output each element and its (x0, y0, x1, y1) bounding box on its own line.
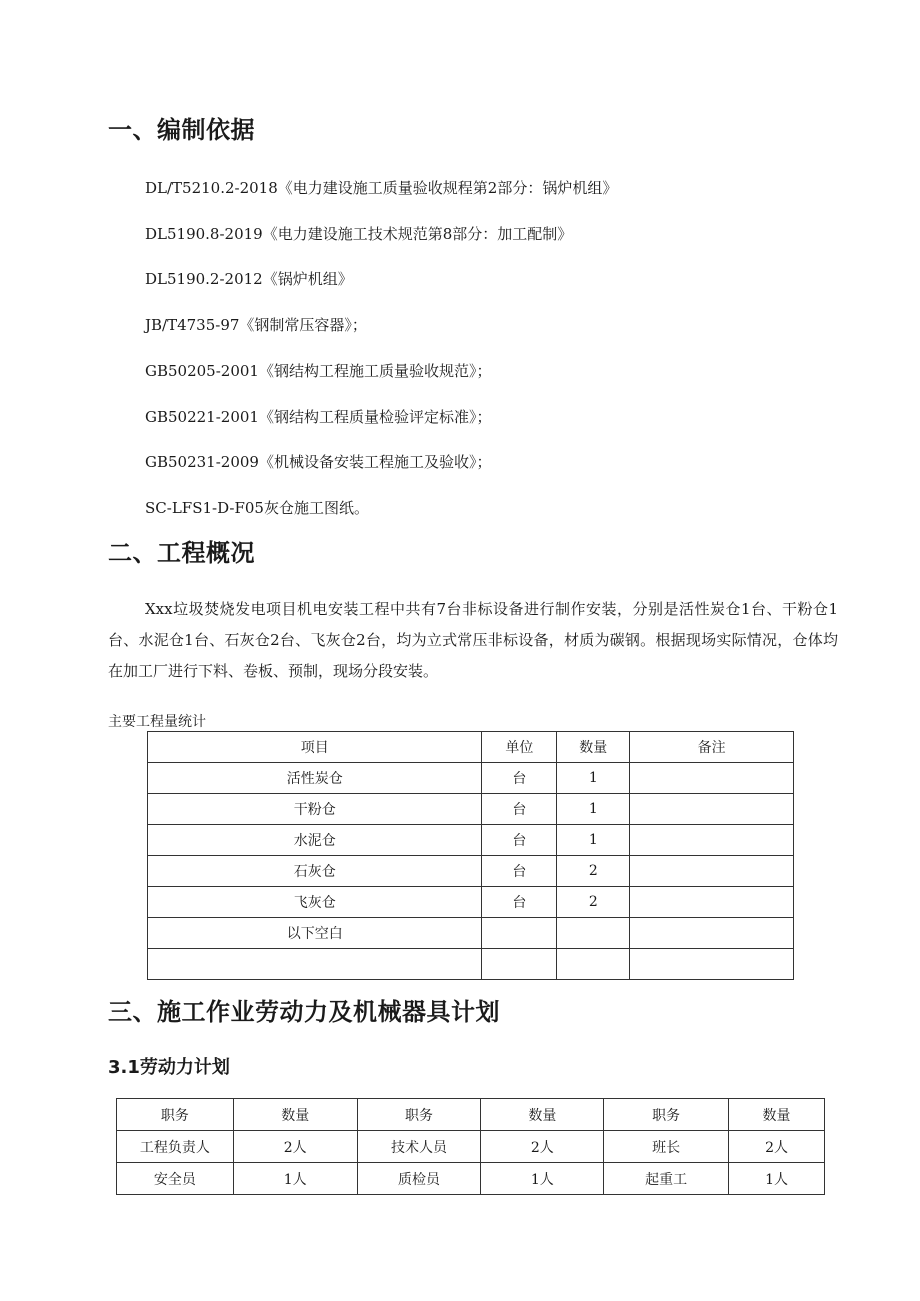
cell-quantity: 1 (557, 794, 630, 825)
labor-plan-table (116, 1098, 825, 1195)
section-1-title: 一、编制依据 (108, 116, 255, 144)
table-row (148, 887, 794, 918)
cell-count: 1人 (481, 1163, 604, 1195)
cell-unit (482, 918, 557, 949)
reference-item: SC-LFS1-D-F05灰仓施工图纸。 (145, 499, 369, 517)
quantity-table (147, 731, 794, 980)
cell-position: 起重工 (604, 1163, 729, 1195)
header-count: 数量 (729, 1099, 825, 1131)
reference-item: GB50231-2009《机械设备安装工程施工及验收》； (145, 453, 492, 471)
header-item: 项目 (148, 732, 482, 763)
header-unit: 单位 (482, 732, 557, 763)
cell-count: 2人 (481, 1131, 604, 1163)
cell-item: 石灰仓 (148, 856, 482, 887)
reference-item: JB/T4735-97《钢制常压容器》； (145, 316, 367, 334)
cell-item: 干粉仓 (148, 794, 482, 825)
cell-unit: 台 (482, 763, 557, 794)
cell-remark (630, 794, 794, 825)
cell-count: 2人 (729, 1131, 825, 1163)
reference-item: DL5190.8-2019《电力建设施工技术规范第8部分：加工配制》 (145, 225, 573, 243)
cell-position: 技术人员 (357, 1131, 481, 1163)
table-row (148, 825, 794, 856)
cell-position: 工程负责人 (117, 1131, 234, 1163)
cell-quantity (557, 949, 630, 980)
table-header-row (117, 1099, 825, 1131)
table-row (148, 794, 794, 825)
cell-unit: 台 (482, 794, 557, 825)
reference-item: GB50205-2001《钢结构工程施工质量验收规范》； (145, 362, 492, 380)
cell-remark (630, 949, 794, 980)
cell-position: 质检员 (357, 1163, 481, 1195)
cell-count: 2人 (233, 1131, 357, 1163)
cell-quantity (557, 918, 630, 949)
cell-unit: 台 (482, 856, 557, 887)
cell-quantity: 2 (557, 887, 630, 918)
section-3-title: 三、施工作业劳动力及机械器具计划 (108, 998, 500, 1026)
reference-item: DL5190.2-2012《锅炉机组》 (145, 270, 353, 288)
table-row (117, 1163, 825, 1195)
cell-item: 水泥仓 (148, 825, 482, 856)
cell-unit: 台 (482, 887, 557, 918)
cell-position: 安全员 (117, 1163, 234, 1195)
table-row (148, 763, 794, 794)
cell-item (148, 949, 482, 980)
header-quantity: 数量 (557, 732, 630, 763)
cell-count: 1人 (729, 1163, 825, 1195)
project-overview-paragraph (108, 594, 838, 687)
cell-remark (630, 918, 794, 949)
cell-remark (630, 856, 794, 887)
header-remark: 备注 (630, 732, 794, 763)
header-count: 数量 (233, 1099, 357, 1131)
table-row (148, 918, 794, 949)
cell-item: 以下空白 (148, 918, 482, 949)
header-position: 职务 (357, 1099, 481, 1131)
section-2-title: 二、工程概况 (108, 539, 255, 567)
cell-remark (630, 825, 794, 856)
table-row (117, 1131, 825, 1163)
cell-item: 飞灰仓 (148, 887, 482, 918)
cell-unit: 台 (482, 825, 557, 856)
cell-count: 1人 (233, 1163, 357, 1195)
table-caption: 主要工程量统计 (108, 714, 206, 730)
header-count: 数量 (481, 1099, 604, 1131)
cell-quantity: 1 (557, 825, 630, 856)
cell-quantity: 1 (557, 763, 630, 794)
cell-item: 活性炭仓 (148, 763, 482, 794)
table-header-row (148, 732, 794, 763)
cell-unit (482, 949, 557, 980)
cell-quantity: 2 (557, 856, 630, 887)
subsection-3-1-title: 3.1劳动力计划 (108, 1057, 230, 1078)
cell-remark (630, 887, 794, 918)
reference-item: DL/T5210.2-2018《电力建设施工质量验收规程第2部分：锅炉机组》 (145, 179, 618, 197)
header-position: 职务 (604, 1099, 729, 1131)
header-position: 职务 (117, 1099, 234, 1131)
table-row (148, 856, 794, 887)
reference-item: GB50221-2001《钢结构工程质量检验评定标准》； (145, 408, 492, 426)
cell-remark (630, 763, 794, 794)
project-overview-text: Xxx垃圾焚烧发电项目机电安装工程中共有7台非标设备进行制作安装，分别是活性炭仓1台、干粉仓1台、水泥仓1台、石灰仓2台、飞灰仓2台，均为立式常压非标设备，材质为碳钢。根据现场实际情况，仓体均在加工厂进行下料、卷板、预制，现场分段安装。 (108, 600, 838, 680)
cell-position: 班长 (604, 1131, 729, 1163)
table-row (148, 949, 794, 980)
